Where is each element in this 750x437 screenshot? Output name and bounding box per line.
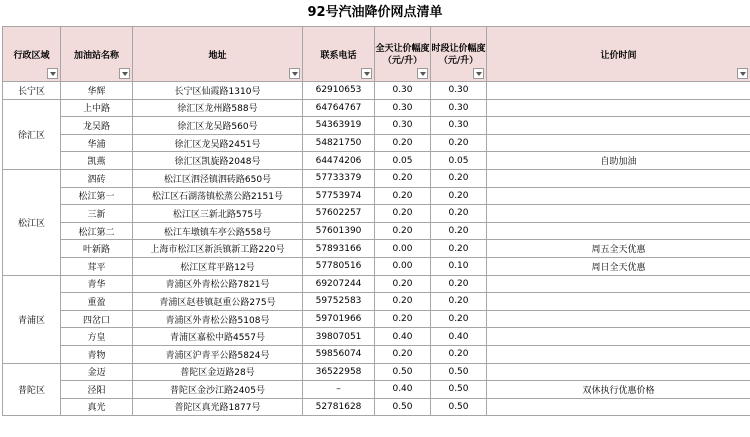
phone-cell[interactable]: 57601390: [303, 222, 375, 240]
table-row: [3, 117, 750, 135]
address-cell[interactable]: 青浦区嘉松中路4557号: [133, 328, 303, 346]
phone-cell[interactable]: 64764767: [303, 99, 375, 117]
allday-discount-cell[interactable]: 0.05: [375, 152, 431, 170]
table-row: [3, 310, 750, 328]
phone-cell[interactable]: 57780516: [303, 257, 375, 275]
address-cell[interactable]: 徐汇区龙吴路2451号: [133, 134, 303, 152]
period-discount-cell[interactable]: 0.05: [431, 152, 487, 170]
allday-discount-cell[interactable]: 0.30: [375, 117, 431, 135]
discount-time-cell[interactable]: [487, 187, 750, 205]
col-header-allday: 全天让价幅度（元/升）: [375, 27, 431, 82]
station-name-cell[interactable]: 三新: [61, 205, 133, 223]
filter-dropdown-icon[interactable]: [473, 68, 484, 79]
table-row: [3, 187, 750, 205]
address-cell[interactable]: 徐汇区凯旋路2048号: [133, 152, 303, 170]
filter-dropdown-icon[interactable]: [289, 68, 300, 79]
phone-cell[interactable]: 69207244: [303, 275, 375, 293]
station-name-cell[interactable]: 泾阳: [61, 381, 133, 399]
allday-discount-cell[interactable]: 0.20: [375, 134, 431, 152]
period-discount-cell[interactable]: 0.20: [431, 134, 487, 152]
address-cell[interactable]: 松江区茸平路12号: [133, 257, 303, 275]
allday-discount-cell[interactable]: 0.40: [375, 328, 431, 346]
allday-discount-cell[interactable]: 0.00: [375, 257, 431, 275]
table-row: [3, 134, 750, 152]
discount-time-cell[interactable]: [487, 293, 750, 311]
period-discount-cell[interactable]: 0.20: [431, 222, 487, 240]
phone-cell[interactable]: 59752583: [303, 293, 375, 311]
phone-cell[interactable]: –: [303, 381, 375, 399]
discount-time-cell[interactable]: [487, 82, 750, 100]
table-body: [3, 82, 750, 416]
table-row: [3, 99, 750, 117]
discount-time-cell[interactable]: [487, 222, 750, 240]
period-discount-cell[interactable]: 0.50: [431, 398, 487, 416]
table-row: [3, 363, 750, 381]
discount-time-cell[interactable]: [487, 275, 750, 293]
col-header-phone: 联系电话: [303, 27, 375, 82]
phone-cell[interactable]: 54363919: [303, 117, 375, 135]
district-cell[interactable]: 长宁区: [3, 82, 61, 100]
period-discount-cell[interactable]: 0.50: [431, 381, 487, 399]
phone-cell[interactable]: 64474206: [303, 152, 375, 170]
district-cell[interactable]: 青浦区: [3, 275, 61, 363]
address-cell[interactable]: 松江区石湖荡镇松蒸公路2151号: [133, 187, 303, 205]
period-discount-cell[interactable]: 0.20: [431, 169, 487, 187]
phone-cell[interactable]: 57733379: [303, 169, 375, 187]
discount-time-cell[interactable]: 自助加油: [487, 152, 750, 170]
address-cell[interactable]: 普陀区金迈路28号: [133, 363, 303, 381]
discount-time-cell[interactable]: 双休执行优惠价格: [487, 381, 750, 399]
phone-cell[interactable]: 39807051: [303, 328, 375, 346]
station-name-cell[interactable]: 松江第二: [61, 222, 133, 240]
period-discount-cell[interactable]: 0.20: [431, 240, 487, 258]
table-row: [3, 205, 750, 223]
period-discount-cell[interactable]: 0.10: [431, 257, 487, 275]
col-header-address: 地址: [133, 27, 303, 82]
station-name-cell[interactable]: 方皇: [61, 328, 133, 346]
discount-time-cell[interactable]: [487, 169, 750, 187]
station-name-cell[interactable]: 泗砖: [61, 169, 133, 187]
col-header-time: 让价时间: [487, 27, 750, 82]
table-row: [3, 240, 750, 258]
allday-discount-cell[interactable]: 0.30: [375, 99, 431, 117]
phone-cell[interactable]: 59701966: [303, 310, 375, 328]
station-name-cell[interactable]: 金迈: [61, 363, 133, 381]
station-name-cell[interactable]: 青华: [61, 275, 133, 293]
phone-cell[interactable]: 62910653: [303, 82, 375, 100]
table-row: [3, 293, 750, 311]
allday-discount-cell[interactable]: 0.20: [375, 187, 431, 205]
table-row: [3, 381, 750, 399]
table-row: [3, 257, 750, 275]
phone-cell[interactable]: 36522958: [303, 363, 375, 381]
station-name-cell[interactable]: 茸平: [61, 257, 133, 275]
address-cell[interactable]: 青浦区外青松公路7821号: [133, 275, 303, 293]
allday-discount-cell[interactable]: 0.50: [375, 398, 431, 416]
discount-time-cell[interactable]: [487, 117, 750, 135]
station-name-cell[interactable]: 青物: [61, 345, 133, 363]
allday-discount-cell[interactable]: 0.30: [375, 82, 431, 100]
station-name-cell[interactable]: 四岔口: [61, 310, 133, 328]
period-discount-cell[interactable]: 0.20: [431, 310, 487, 328]
station-table: [2, 26, 750, 416]
allday-discount-cell[interactable]: 0.20: [375, 222, 431, 240]
col-header-period: 时段让价幅度（元/升）: [431, 27, 487, 82]
period-discount-cell[interactable]: 0.20: [431, 187, 487, 205]
table-row: [3, 275, 750, 293]
filter-dropdown-icon[interactable]: [417, 68, 428, 79]
allday-discount-cell[interactable]: 0.50: [375, 363, 431, 381]
period-discount-cell[interactable]: 0.20: [431, 293, 487, 311]
station-name-cell[interactable]: 松江第一: [61, 187, 133, 205]
address-cell[interactable]: 上海市松江区新浜镇新工路220号: [133, 240, 303, 258]
address-cell[interactable]: 长宁区仙霞路1310号: [133, 82, 303, 100]
allday-discount-cell[interactable]: 0.20: [375, 205, 431, 223]
station-name-cell[interactable]: 真光: [61, 398, 133, 416]
allday-discount-cell[interactable]: 0.40: [375, 381, 431, 399]
address-cell[interactable]: 普陀区金沙江路2405号: [133, 381, 303, 399]
discount-time-cell[interactable]: 周五全天优惠: [487, 240, 750, 258]
period-discount-cell[interactable]: 0.50: [431, 363, 487, 381]
period-discount-cell[interactable]: 0.20: [431, 205, 487, 223]
address-cell[interactable]: 徐汇区龙吴路560号: [133, 117, 303, 135]
district-cell[interactable]: 徐汇区: [3, 99, 61, 169]
station-name-cell[interactable]: 叶新路: [61, 240, 133, 258]
allday-discount-cell[interactable]: 0.20: [375, 169, 431, 187]
discount-time-cell[interactable]: [487, 99, 750, 117]
district-cell[interactable]: 普陀区: [3, 363, 61, 416]
address-cell[interactable]: 青浦区外青松公路5108号: [133, 310, 303, 328]
table-row: [3, 345, 750, 363]
address-cell[interactable]: 青浦区沪青平公路5824号: [133, 345, 303, 363]
allday-discount-cell[interactable]: 0.00: [375, 240, 431, 258]
station-name-cell[interactable]: 上中路: [61, 99, 133, 117]
table-row: [3, 169, 750, 187]
address-cell[interactable]: 普陀区真光路1877号: [133, 398, 303, 416]
allday-discount-cell[interactable]: 0.20: [375, 293, 431, 311]
period-discount-cell[interactable]: 0.20: [431, 275, 487, 293]
phone-cell[interactable]: 57602257: [303, 205, 375, 223]
header-row: [3, 27, 750, 82]
period-discount-cell[interactable]: 0.30: [431, 82, 487, 100]
discount-time-cell[interactable]: 周日全天优惠: [487, 257, 750, 275]
phone-cell[interactable]: 52781628: [303, 398, 375, 416]
address-cell[interactable]: 松江区三新北路575号: [133, 205, 303, 223]
discount-time-cell[interactable]: [487, 345, 750, 363]
discount-time-cell[interactable]: [487, 134, 750, 152]
address-cell[interactable]: 青浦区赵巷镇赵重公路275号: [133, 293, 303, 311]
station-name-cell[interactable]: 重盈: [61, 293, 133, 311]
phone-cell[interactable]: 54821750: [303, 134, 375, 152]
allday-discount-cell[interactable]: 0.20: [375, 345, 431, 363]
discount-time-cell[interactable]: [487, 205, 750, 223]
address-cell[interactable]: 松江区泗泾镇泗砖路650号: [133, 169, 303, 187]
sheet-title: 92号汽油降价网点清单: [307, 5, 443, 20]
station-name-cell[interactable]: 龙吴路: [61, 117, 133, 135]
phone-cell[interactable]: 57753974: [303, 187, 375, 205]
period-discount-cell[interactable]: 0.30: [431, 117, 487, 135]
period-discount-cell[interactable]: 0.20: [431, 345, 487, 363]
table-row: [3, 328, 750, 346]
phone-cell[interactable]: 57893166: [303, 240, 375, 258]
col-header-district: 行政区域: [3, 27, 61, 82]
table-row: [3, 152, 750, 170]
table-row: [3, 398, 750, 416]
filter-dropdown-icon[interactable]: [47, 68, 58, 79]
allday-discount-cell[interactable]: 0.20: [375, 275, 431, 293]
filter-dropdown-icon[interactable]: [119, 68, 130, 79]
discount-time-cell[interactable]: [487, 310, 750, 328]
period-discount-cell[interactable]: 0.30: [431, 99, 487, 117]
station-name-cell[interactable]: 华辉: [61, 82, 133, 100]
station-name-cell[interactable]: 凯燕: [61, 152, 133, 170]
discount-time-cell[interactable]: [487, 363, 750, 381]
phone-cell[interactable]: 59856074: [303, 345, 375, 363]
district-cell[interactable]: 松江区: [3, 169, 61, 275]
table-row: [3, 82, 750, 100]
period-discount-cell[interactable]: 0.40: [431, 328, 487, 346]
filter-dropdown-icon[interactable]: [737, 68, 748, 79]
allday-discount-cell[interactable]: 0.20: [375, 310, 431, 328]
discount-time-cell[interactable]: [487, 328, 750, 346]
col-header-station: 加油站名称: [61, 27, 133, 82]
discount-time-cell[interactable]: [487, 398, 750, 416]
table-row: [3, 222, 750, 240]
station-name-cell[interactable]: 华浦: [61, 134, 133, 152]
filter-dropdown-icon[interactable]: [361, 68, 372, 79]
address-cell[interactable]: 松江车墩镇车亭公路558号: [133, 222, 303, 240]
address-cell[interactable]: 徐汇区龙州路588号: [133, 99, 303, 117]
